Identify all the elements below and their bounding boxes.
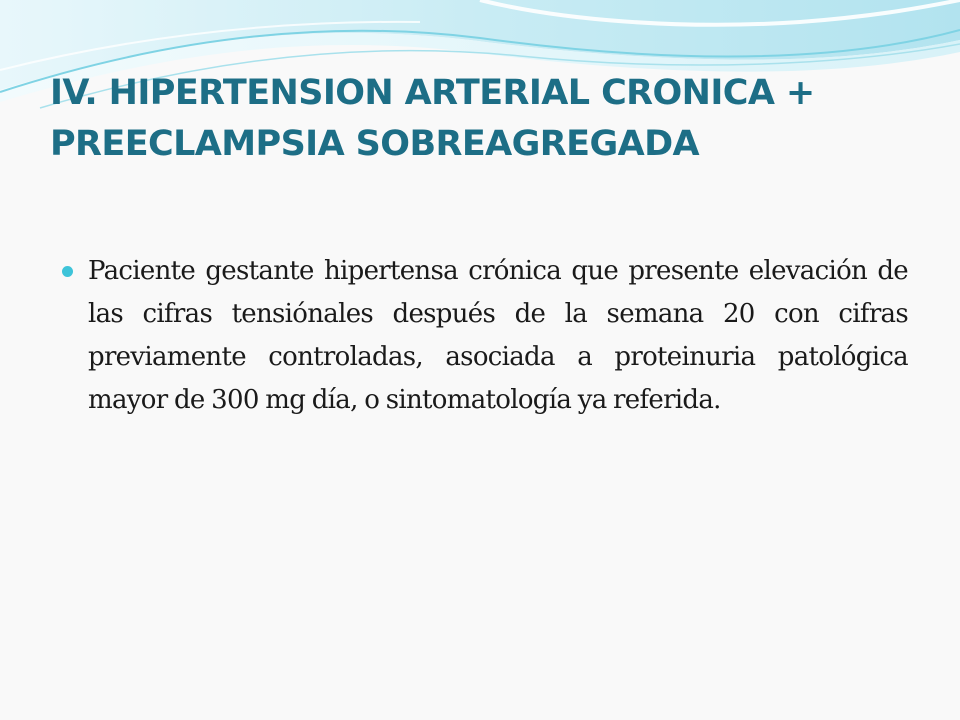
bullet-item — [62, 250, 908, 422]
slide-title-line-2: PREECLAMPSIA SOBREAGREGADA — [50, 124, 700, 164]
slide-title — [50, 68, 910, 170]
bullet-text: Paciente gestante hipertensa crónica que presente elevación de las cifras tensiónales después de la semana 20 con cifras previamente controladas, asociada a proteinuria patológica mayor de 300 mg día, o sintomatología ya referida. — [88, 256, 908, 415]
slide-title-line-1: IV. HIPERTENSION ARTERIAL CRONICA + — [50, 73, 815, 113]
bullet-dot-icon — [62, 266, 73, 277]
slide-content — [62, 250, 908, 422]
